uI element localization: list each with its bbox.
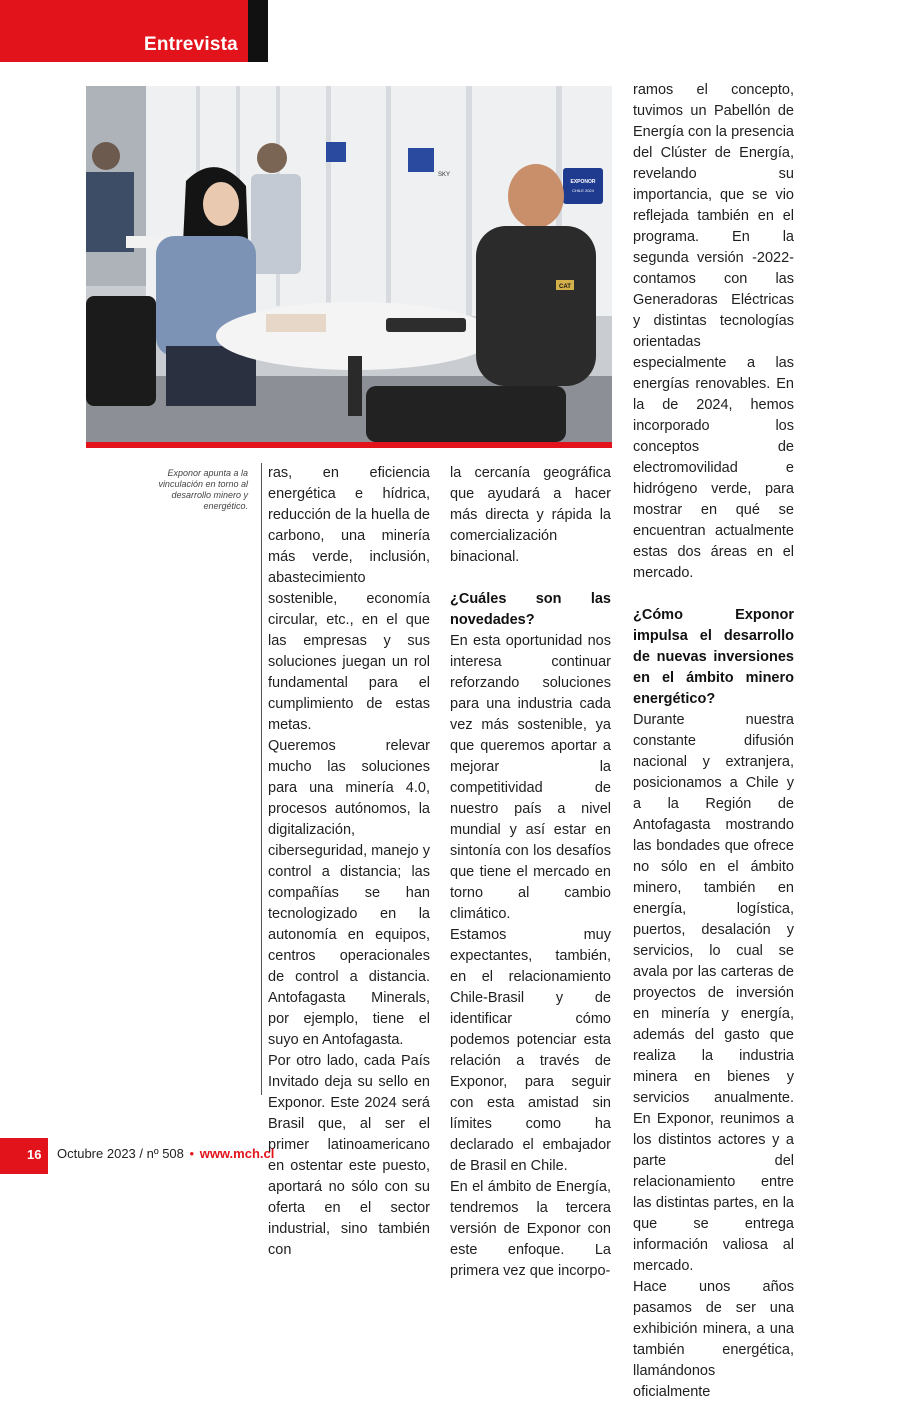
svg-text:SKY: SKY bbox=[438, 172, 451, 178]
paragraph: Queremos relevar mucho las soluciones para una minería 4.0, procesos autónomos, la digitalización, ciberseguridad, manejo y control a distancia; las compañías se han tecnologizado en la autonomía en equipos, centros operacionales de control a distancia. Antofagasta Minerals, por ejemplo, tiene el suyo en Antofagasta. bbox=[268, 738, 431, 1048]
column-divider bbox=[261, 463, 262, 1095]
article-photo bbox=[86, 86, 612, 442]
article-column-2 bbox=[450, 463, 611, 1282]
paragraph: la cercanía geográfica que ayudará a hacer más directa y rápida la comercialización binacional. bbox=[450, 465, 611, 565]
paragraph: ras, en eficiencia energética e hídrica, reducción de la huella de carbono, una minería más verde, inclusión, abastecimiento sostenible, economía circular, etc., en el que las empresas y sus soluciones juegan un rol fundamental para el cumplimiento de estas metas. bbox=[268, 465, 430, 733]
interview-question: ¿Cuáles son las novedades? bbox=[450, 591, 611, 628]
paragraph: ramos el concepto, tuvimos un Pabellón de Energía con la presencia del Clúster de Energía, revelando su importancia, que se vio reflejada también en el programa. En la segunda versión -2022- contamos con las Generadoras Eléctricas y distintas tecnologías orientadas especialmente a las energías renovables. En la de 2024, hemos incorporado los conceptos de electromovilidad e hidrógeno verde, para mostrar en qué se encuentran actualmente estas dos áreas en el mercado. bbox=[633, 82, 794, 581]
interview-question: ¿Cómo Exponor impulsa el desarrollo de nuevas inversiones en el ámbito minero energético? bbox=[633, 607, 794, 707]
paragraph: Durante nuestra constante difusión nacional y extranjera, posicionamos a Chile y a la Región de Antofagasta mostrando las bondades que ofrece no sólo en el ámbito minero, también en energía, logística, puertos, desalación y servicios, lo cual se avala por las carteras de proyectos de inversión en minería y energía, además del gasto que realiza la industria minera en bienes y servicios anualmente. En Exponor, reunimos a los distintos actores y a parte del relacionamiento entre las distintas partes, en la que se entrega información valiosa al mercado. bbox=[633, 712, 794, 1274]
svg-text:EXPONOR: EXPONOR bbox=[570, 179, 596, 185]
paragraph: Por otro lado, cada País Invitado deja su sello en Exponor. Este 2024 será Brasil que, al ser el primer latinoamericano en ostentar este puesto, aportará no sólo con su oferta en el sector industrial, sino también con bbox=[268, 1053, 430, 1258]
paragraph: Hace unos años pasamos de ser una exhibición minera, a una también energética, llamándonos oficialmente bbox=[633, 1279, 794, 1400]
issue-info: Octubre 2023 / nº 508 bbox=[57, 1146, 184, 1161]
paragraph: Estamos muy expectantes, también, en el relacionamiento Chile-Brasil y de identificar cómo podemos potenciar esta relación a través de Exponor, para seguir con esta amistad sin límites como ha declarado el embajador de Brasil en Chile. bbox=[450, 927, 611, 1174]
paragraph: En esta oportunidad nos interesa continuar reforzando soluciones para una industria cada vez más sostenible, ya que queremos aportar a mejorar la competitividad de nuestro país a nivel mundial y así estar en sintonía con los desafíos que tiene el mercado en torno al cambio climático. bbox=[450, 633, 611, 922]
footer-info bbox=[57, 1146, 274, 1161]
article-column-3 bbox=[633, 80, 794, 1403]
photo-credit: Foto: Gentileza Exponor. bbox=[74, 231, 83, 320]
website-link[interactable]: www.mch.cl bbox=[199, 1146, 275, 1161]
paragraph: En el ámbito de Energía, tendremos la tercera versión de Exponor con este enfoque. La primera vez que incorpo- bbox=[450, 1179, 611, 1279]
photo-caption: Exponor apunta a la vinculación en torno al desarrollo minero y energético. bbox=[158, 468, 248, 511]
svg-text:CHILE 2024: CHILE 2024 bbox=[572, 188, 594, 193]
article-column-1 bbox=[268, 463, 430, 1261]
photo-accent-bar bbox=[86, 442, 612, 448]
svg-text:CAT: CAT bbox=[559, 284, 571, 290]
footer-separator: • bbox=[189, 1146, 195, 1161]
section-title: Entrevista bbox=[144, 34, 238, 55]
photo-illustration bbox=[86, 86, 612, 442]
page-number: 16 bbox=[27, 1147, 42, 1162]
booth-sign bbox=[563, 168, 603, 204]
section-tab-accent bbox=[248, 0, 268, 62]
